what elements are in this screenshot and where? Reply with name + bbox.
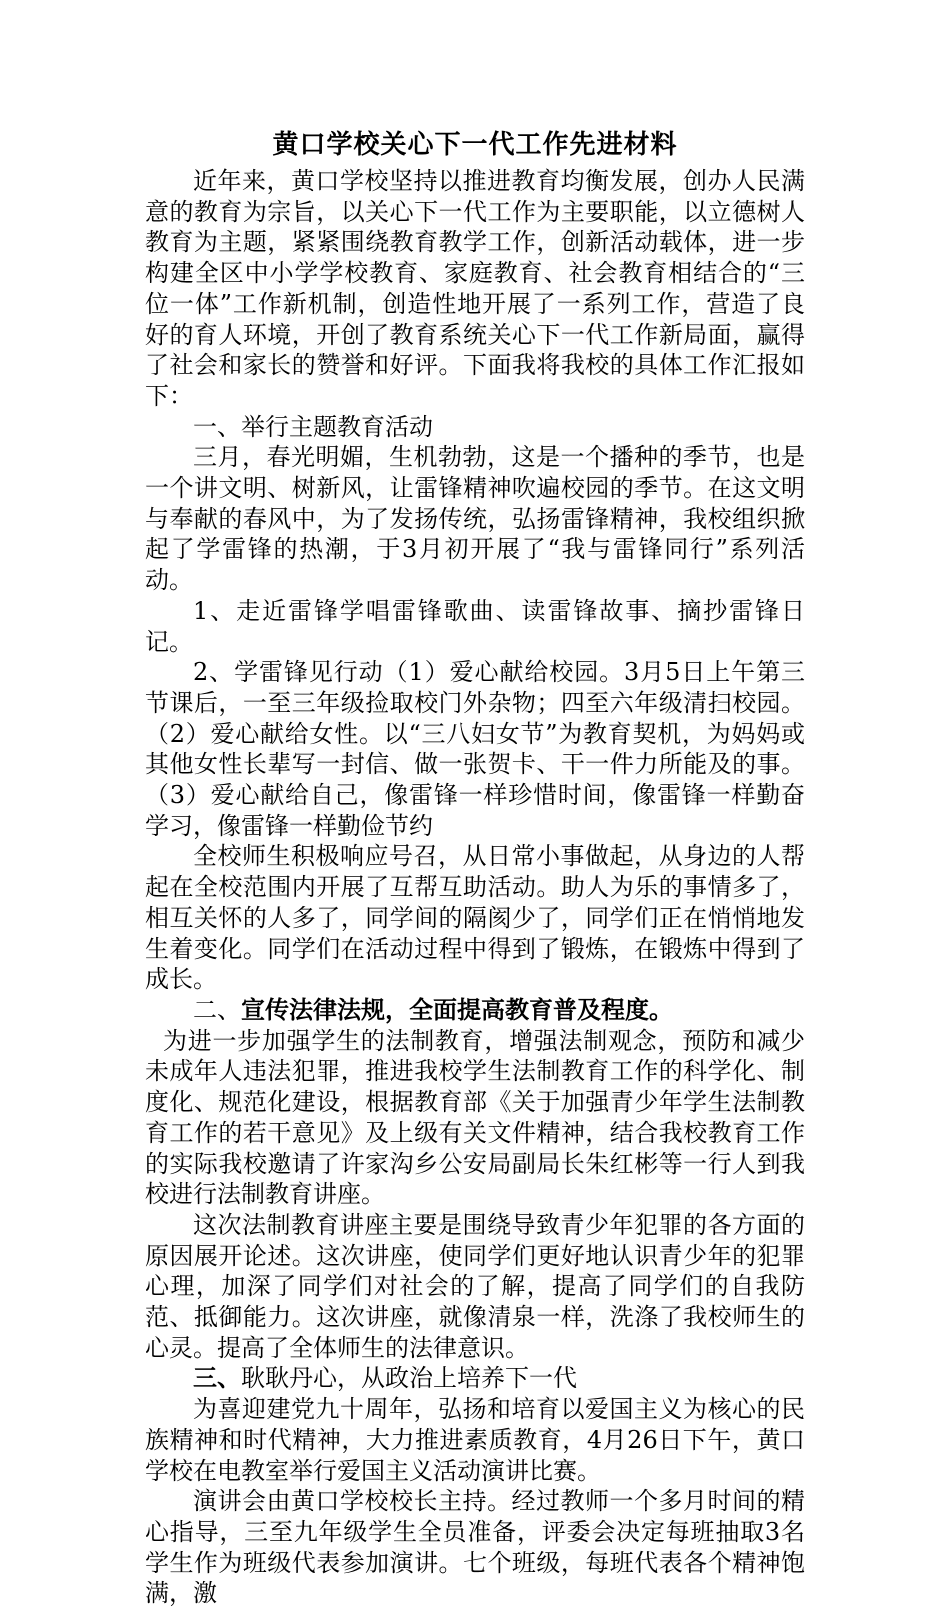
section-1-paragraph-2: 全校师生积极响应号召，从日常小事做起，从身边的人帮起在全校范围内开展了互帮互助活动。助人为乐的事情多了，相互关怀的人多了，同学间的隔阂少了，同学们正在悄悄地发生着变化。同学们在活动过程中得到了锻炼，在锻炼中得到了成长。: [145, 842, 805, 994]
document-page: [145, 128, 805, 1609]
intro-paragraph: 近年来，黄口学校坚持以推进教育均衡发展，创办人民满意的教育为宗旨，以关心下一代工作为主要职能，以立德树人教育为主题，紧紧围绕教育教学工作，创新活动载体，进一步构建全区中小学学校教育、家庭教育、社会教育相结合的“三位一体”工作新机制，创造性地开展了一系列工作，营造了良好的育人环境，开创了教育系统关心下一代工作新局面，赢得了社会和家长的赞誉和好评。下面我将我校的具体工作汇报如下：: [145, 167, 805, 410]
section-3-paragraph-1: 为喜迎建党九十周年，弘扬和培育以爱国主义为核心的民族精神和时代精神，大力推进素质教育，4月26日下午，黄口学校在电教室举行爱国主义活动演讲比赛。: [145, 1395, 805, 1485]
section-1-item-1: 1、走近雷锋学唱雷锋歌曲、读雷锋故事、摘抄雷锋日记。: [145, 596, 805, 656]
section-3-paragraph-2: 演讲会由黄口学校校长主持。经过教师一个多月时间的精心指导，三至九年级学生全员准备，评委会决定每班抽取3名学生作为班级代表参加演讲。七个班级，每班代表各个精神饱满，激: [145, 1487, 805, 1608]
document-title: 黄口学校关心下一代工作先进材料: [272, 130, 678, 160]
section-3-heading-text: 耿耿丹心，从政治上培养下一代: [241, 1364, 577, 1393]
section-3-heading-number: 三、: [193, 1363, 241, 1393]
section-2-heading: [145, 995, 805, 1026]
section-3-heading: [145, 1363, 805, 1394]
section-1-item-2: 2、学雷锋见行动（1）爱心献给校园。3月5日上午第三节课后，一至三年级捡取校门外杂物；四至六年级清扫校园。（2）爱心献给女性。以“三八妇女节”为教育契机，为妈妈或其他女性长辈写一封信、做一张贺卡、干一件力所能及的事。（3）爱心献给自己，像雷锋一样珍惜时间，像雷锋一样勤奋学习，像雷锋一样勤俭节约: [145, 658, 805, 840]
section-2-heading-text: 宣传法律法规，全面提高教育普及程度。: [241, 994, 673, 1024]
section-1-heading: 一、举行主题教育活动: [193, 412, 433, 441]
section-2-heading-number: 二、: [193, 995, 241, 1024]
section-2-paragraph-1: 为进一步加强学生的法制教育，增强法制观念，预防和减少未成年人违法犯罪，推进我校学生法制教育工作的科学化、制度化、规范化建设，根据教育部《关于加强青少年学生法制教育工作的若干意见》及上级有关文件精神，结合我校教育工作的实际我校邀请了许家沟乡公安局副局长朱红彬等一行人到我校进行法制教育讲座。: [145, 1026, 805, 1209]
section-1-paragraph-1: 三月，春光明媚，生机勃勃，这是一个播种的季节，也是一个讲文明、树新风，让雷锋精神吹遍校园的季节。在这文明与奉献的春风中，为了发扬传统，弘扬雷锋精神，我校组织掀起了学雷锋的热潮，于3月初开展了“我与雷锋同行”系列活动。: [145, 443, 805, 595]
section-2-paragraph-2: 这次法制教育讲座主要是围绕导致青少年犯罪的各方面的原因展开论述。这次讲座，使同学们更好地认识青少年的犯罪心理，加深了同学们对社会的了解，提高了同学们的自我防范、抵御能力。这次讲座，就像清泉一样，洗涤了我校师生的心灵。提高了全体师生的法律意识。: [145, 1210, 805, 1362]
